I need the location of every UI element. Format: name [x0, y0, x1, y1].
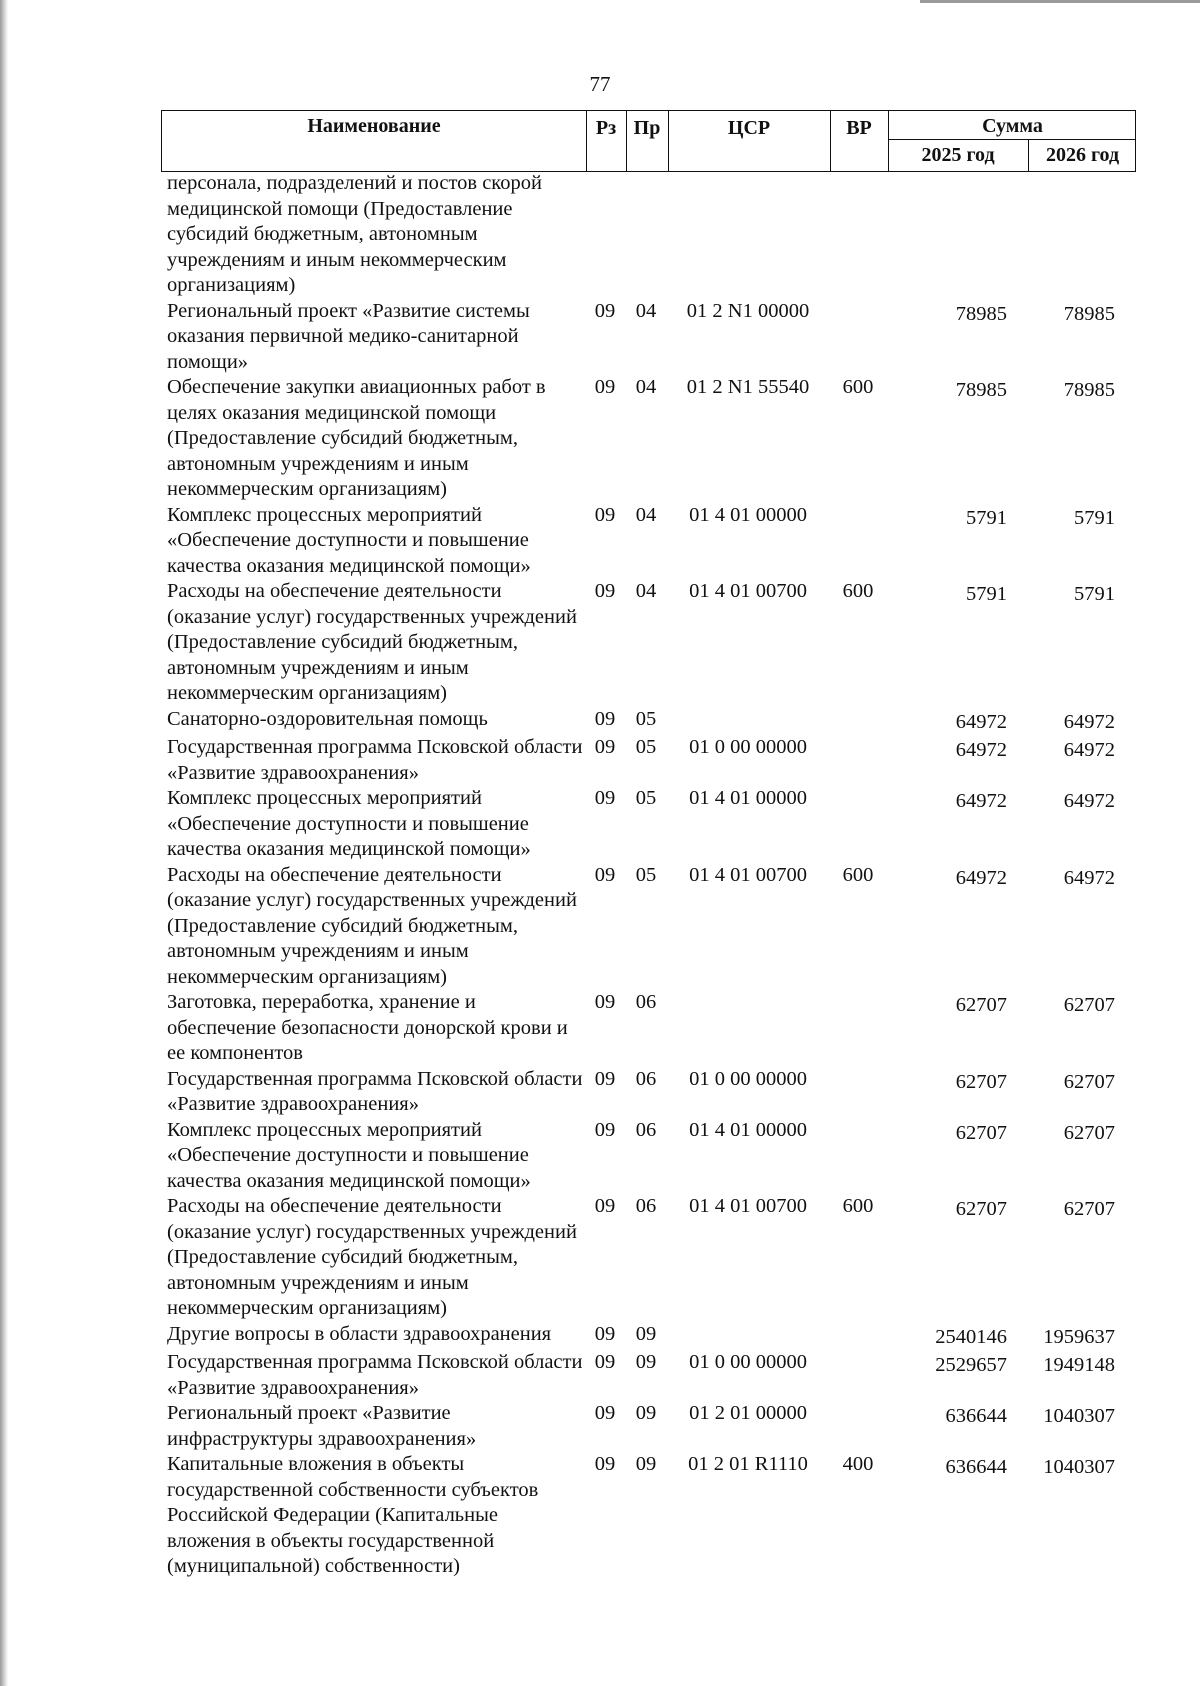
row-name: Расходы на обеспечение деятельности (оказание услуг) государственных учреждений (Предоставление субсидий бюджетным, автономным учреждениям и иным некоммерческим организациям) — [167, 580, 577, 704]
row-pr: 04 — [635, 580, 657, 602]
table-body — [161, 171, 1136, 1580]
row-rz: 09 — [594, 736, 616, 758]
row-rz: 09 — [594, 299, 616, 322]
table-header — [161, 110, 1136, 172]
row-name: Обеспечение закупки авиационных работ в целях оказания медицинской помощи (Предоставление субсидий бюджетным, автономным учреждениям и иным некоммерческим организациям) — [167, 376, 546, 500]
row-sum-2026: 1959637 — [1043, 1325, 1115, 1348]
row-sum-2025: 64972 — [955, 790, 1007, 812]
row-sum-2025: 2540146 — [935, 1325, 1007, 1348]
row-sum-2025: 5791 — [966, 506, 1007, 529]
row-name: Региональный проект «Развитие инфраструктуры здравоохранения» — [167, 1402, 477, 1450]
row-name: Комплекс процессных мероприятий «Обеспечение доступности и повышение качества оказания медицинской помощи» — [167, 1118, 531, 1192]
row-vr: 400 — [842, 1453, 874, 1475]
row-pr: 06 — [635, 1118, 657, 1141]
row-pr: 09 — [635, 1453, 657, 1475]
row-pr: 09 — [635, 1351, 657, 1373]
row-pr: 04 — [635, 299, 657, 322]
row-pr: 06 — [635, 991, 657, 1013]
row-csr: 01 2 01 00000 — [689, 1402, 807, 1424]
table-row — [161, 579, 1136, 707]
header-csr: ЦСР — [727, 117, 771, 139]
table-row — [161, 171, 1136, 299]
table-row — [161, 299, 1136, 376]
row-csr: 01 4 01 00000 — [689, 787, 807, 809]
row-sum-2025: 636644 — [945, 1456, 1007, 1478]
row-sum-2025: 78985 — [955, 302, 1007, 325]
table-row — [161, 990, 1136, 1067]
row-csr: 01 4 01 00000 — [689, 503, 807, 526]
header-rz: Рз — [595, 117, 617, 139]
row-sum-2026: 62707 — [1063, 1070, 1115, 1093]
row-name: Расходы на обеспечение деятельности (оказание услуг) государственных учреждений (Предоставление субсидий бюджетным, автономным учреждениям и иным некоммерческим организациям) — [167, 863, 577, 988]
row-vr: 600 — [842, 863, 874, 886]
row-sum-2025: 2529657 — [935, 1354, 1007, 1376]
table-row — [161, 1350, 1136, 1401]
row-rz: 09 — [594, 1453, 616, 1475]
row-csr: 01 2 N1 55540 — [686, 376, 810, 398]
row-sum-2026: 64972 — [1063, 710, 1115, 733]
row-pr: 04 — [635, 376, 657, 398]
row-name: Расходы на обеспечение деятельности (оказание услуг) государственных учреждений (Предоставление субсидий бюджетным, автономным учреждениям и иным некоммерческим организациям) — [167, 1195, 577, 1319]
row-sum-2025: 64972 — [955, 866, 1007, 889]
table-row — [161, 1067, 1136, 1118]
row-rz: 09 — [594, 580, 616, 602]
row-name: персонала, подразделений и постов скорой медицинской помощи (Предоставление субсидий бюджетным, автономным учреждениям и иным некоммерческим организациям) — [167, 172, 542, 296]
row-sum-2026: 62707 — [1063, 1121, 1115, 1144]
table-row — [161, 1452, 1136, 1580]
row-sum-2026: 62707 — [1063, 994, 1115, 1016]
row-csr: 01 2 N1 00000 — [686, 299, 810, 322]
row-sum-2026: 78985 — [1063, 302, 1115, 325]
table-row — [161, 707, 1136, 736]
row-sum-2026 — [1007, 171, 1125, 174]
row-rz: 09 — [594, 1195, 616, 1217]
row-csr: 01 0 00 00000 — [689, 1351, 807, 1373]
row-name: Комплекс процессных мероприятий «Обеспечение доступности и повышение качества оказания медицинской помощи» — [167, 503, 531, 577]
header-year-2026: 2026 год — [1045, 144, 1120, 166]
header-vr: ВР — [846, 117, 872, 139]
table-row — [161, 1118, 1136, 1195]
row-rz: 09 — [594, 1351, 616, 1373]
header-sum: Сумма — [982, 115, 1043, 137]
row-csr: 01 4 01 00700 — [689, 1195, 807, 1217]
row-sum-2025: 62707 — [955, 1070, 1007, 1093]
row-name: Региональный проект «Развитие системы оказания первичной медико-санитарной помощи» — [167, 299, 530, 373]
table-row — [161, 1322, 1136, 1351]
row-pr: 06 — [635, 1067, 657, 1090]
header-name: Наименование — [307, 115, 441, 137]
row-sum-2026: 5791 — [1074, 506, 1115, 529]
header-pr: Пр — [633, 117, 661, 139]
row-pr: 04 — [635, 503, 657, 526]
row-name: Заготовка, переработка, хранение и обеспечение безопасности донорской крови и ее компонентов — [167, 991, 568, 1064]
row-rz: 09 — [594, 707, 616, 730]
row-rz: 09 — [594, 863, 616, 886]
row-sum-2026: 5791 — [1074, 583, 1115, 605]
row-pr: 05 — [635, 787, 657, 809]
table-row — [161, 503, 1136, 580]
row-sum-2025: 62707 — [955, 994, 1007, 1016]
scan-top-line — [920, 0, 1200, 3]
row-sum-2025: 636644 — [945, 1405, 1007, 1427]
row-name: Капитальные вложения в объекты государственной собственности субъектов Российской Федерации (Капитальные вложения в объекты государственной (муниципальной) собственности) — [167, 1453, 539, 1577]
row-pr: 05 — [635, 707, 657, 730]
row-vr: 600 — [842, 580, 874, 602]
row-sum-2025: 78985 — [955, 379, 1007, 401]
scan-edge — [0, 0, 8, 1686]
row-rz: 09 — [594, 1118, 616, 1141]
row-vr: 600 — [842, 1195, 874, 1217]
row-rz: 09 — [594, 376, 616, 398]
table-row — [161, 786, 1136, 863]
row-sum-2025: 62707 — [955, 1121, 1007, 1144]
row-sum-2026: 1040307 — [1043, 1405, 1115, 1427]
row-pr: 05 — [635, 863, 657, 886]
row-sum-2026: 78985 — [1063, 379, 1115, 401]
table-row — [161, 375, 1136, 503]
row-sum-2026: 62707 — [1063, 1198, 1115, 1220]
header-sum-divider — [888, 139, 1135, 140]
row-rz: 09 — [594, 787, 616, 809]
table-row — [161, 735, 1136, 786]
row-name: Государственная программа Псковской области «Развитие здравоохранения» — [167, 736, 583, 784]
row-name: Государственная программа Псковской области «Развитие здравоохранения» — [167, 1067, 583, 1115]
row-pr: 09 — [635, 1402, 657, 1424]
row-rz: 09 — [594, 1402, 616, 1424]
row-pr: 09 — [635, 1322, 657, 1345]
row-csr: 01 2 01 R1110 — [688, 1453, 808, 1475]
row-name: Санаторно-оздоровительная помощь — [167, 707, 488, 730]
row-sum-2025: 5791 — [966, 583, 1007, 605]
header-year-2025: 2025 год — [921, 144, 995, 166]
row-rz: 09 — [594, 1322, 616, 1345]
table-row — [161, 1401, 1136, 1452]
row-name: Комплекс процессных мероприятий «Обеспечение доступности и повышение качества оказания медицинской помощи» — [167, 787, 531, 860]
row-rz: 09 — [594, 1067, 616, 1090]
page-number: 77 — [589, 72, 611, 96]
row-sum-2026: 64972 — [1063, 739, 1115, 761]
row-pr: 05 — [635, 736, 657, 758]
row-pr: 06 — [635, 1195, 657, 1217]
row-sum-2026: 1040307 — [1043, 1456, 1115, 1478]
row-csr: 01 0 00 00000 — [689, 1067, 807, 1090]
row-sum-2025: 62707 — [955, 1198, 1007, 1220]
row-rz: 09 — [594, 503, 616, 526]
row-rz: 09 — [594, 991, 616, 1013]
table-row — [161, 863, 1136, 991]
row-sum-2025: 64972 — [955, 710, 1007, 733]
row-csr: 01 0 00 00000 — [689, 736, 807, 758]
row-sum-2025 — [887, 171, 1007, 174]
row-sum-2025: 64972 — [955, 739, 1007, 761]
row-csr: 01 4 01 00700 — [689, 580, 807, 602]
row-csr: 01 4 01 00700 — [689, 863, 807, 886]
row-sum-2026: 64972 — [1063, 790, 1115, 812]
row-vr: 600 — [842, 376, 874, 398]
row-sum-2026: 1949148 — [1043, 1354, 1115, 1376]
row-csr: 01 4 01 00000 — [689, 1118, 807, 1141]
row-name: Государственная программа Псковской области «Развитие здравоохранения» — [167, 1351, 583, 1399]
table-row — [161, 1194, 1136, 1322]
row-sum-2026: 64972 — [1063, 866, 1115, 889]
row-name: Другие вопросы в области здравоохранения — [167, 1322, 552, 1345]
